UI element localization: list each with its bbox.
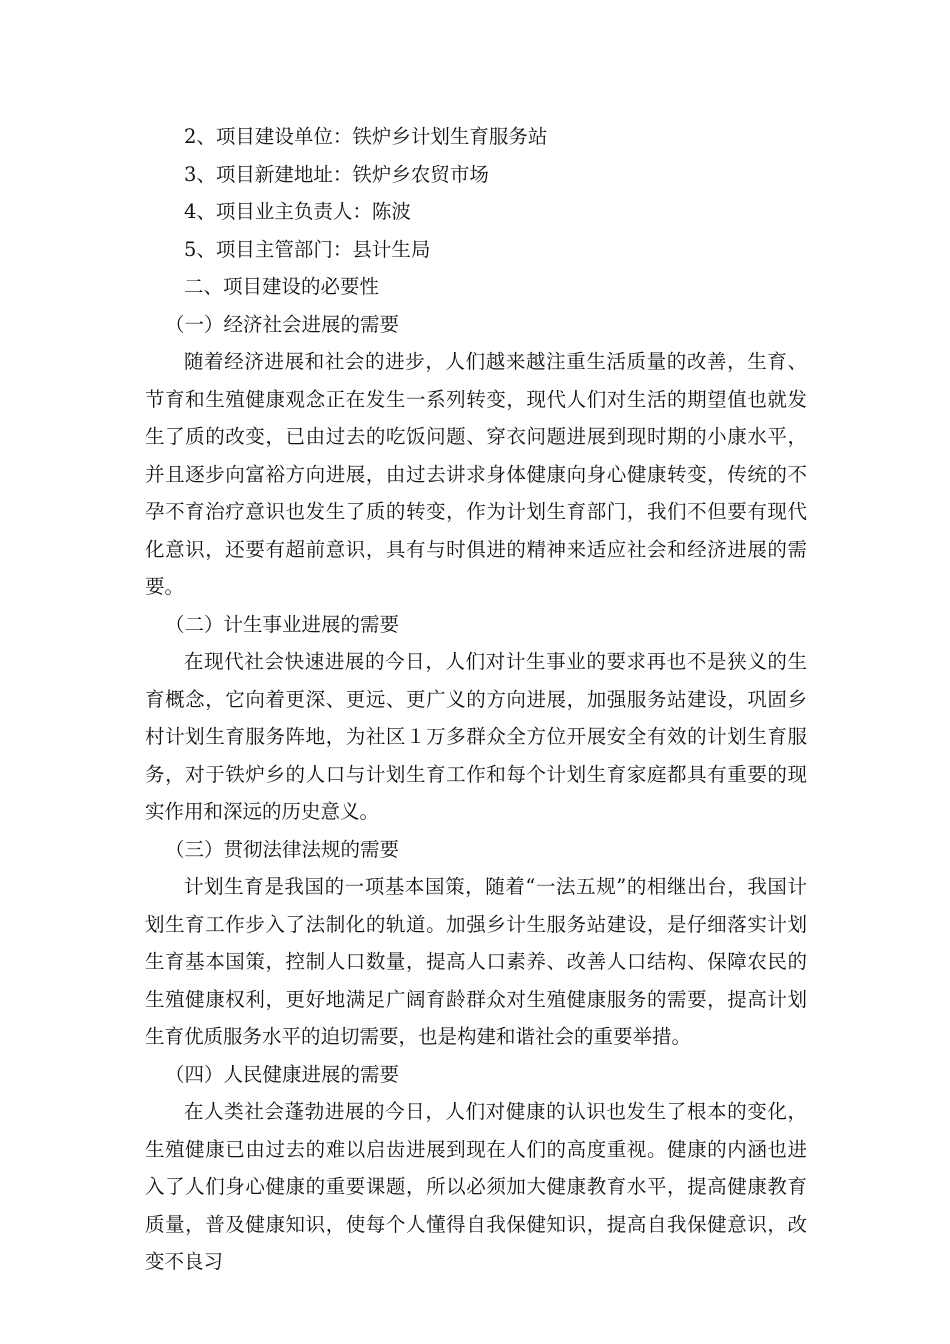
list-item-owner: 4、项目业主负责人：陈波 bbox=[184, 200, 411, 223]
section-heading: 二、项目建设的必要性 bbox=[184, 275, 380, 298]
subsection-body-3: 计划生育是我国的一项基本国策，随着“一法五规”的相继出台，我国计划生育工作步入了法制化的轨道。加强乡计生服务站建设，是仔细落实计划生育基本国策，控制人口数量，提高人口素养、改善人口结构、保障农民的生殖健康权利，更好地满足广阔育龄群众对生殖健康服务的需要，提高计划生育优质服务水平的迫切需要，也是构建和谐社会的重要举措。 bbox=[145, 875, 807, 1048]
subsection-heading-1: （一）经济社会进展的需要 bbox=[165, 312, 400, 336]
document-page bbox=[145, 118, 807, 1281]
subsection-body-4: 在人类社会蓬勃进展的今日，人们对健康的认识也发生了根本的变化，生殖健康已由过去的难以启齿进展到现在人们的高度重视。健康的内涵也进入了人们身心健康的重要课题，所以必须加大健康教育水平，提高健康教育质量，普及健康知识，使每个人懂得自我保健知识，提高自我保健意识，改变不良习 bbox=[145, 1100, 807, 1273]
subsection-heading-2: （二）计生事业进展的需要 bbox=[165, 612, 400, 636]
subsection-body-2: 在现代社会快速进展的今日，人们对计生事业的要求再也不是狭义的生育概念，它向着更深、更远、更广义的方向进展，加强服务站建设，巩固乡村计划生育服务阵地，为社区１万多群众全方位开展安全有效的计划生育服务，对于铁炉乡的人口与计划生育工作和每个计划生育家庭都具有重要的现实作用和深远的历史意义。 bbox=[145, 650, 807, 823]
list-item-new-address: 3、项目新建地址：铁炉乡农贸市场 bbox=[184, 162, 489, 186]
subsection-body-1: 随着经济进展和社会的进步，人们越来越注重生活质量的改善，生育、节育和生殖健康观念正在发生一系列转变，现代人们对生活的期望值也就发生了质的改变，已由过去的吃饭问题、穿衣问题进展到现时期的小康水平，并且逐步向富裕方向进展，由过去讲求身体健康向身心健康转变，传统的不孕不育治疗意识也发生了质的转变，作为计划生育部门，我们不但要有现代化意识，还要有超前意识，具有与时俱进的精神来适应社会和经济进展的需要。 bbox=[145, 350, 807, 598]
subsection-heading-4: （四）人民健康进展的需要 bbox=[165, 1062, 400, 1086]
list-item-department: 5、项目主管部门：县计生局 bbox=[184, 237, 431, 261]
list-item-construction-unit: 2、项目建设单位：铁炉乡计划生育服务站 bbox=[184, 125, 548, 148]
subsection-heading-3: （三）贯彻法律法规的需要 bbox=[165, 837, 400, 861]
